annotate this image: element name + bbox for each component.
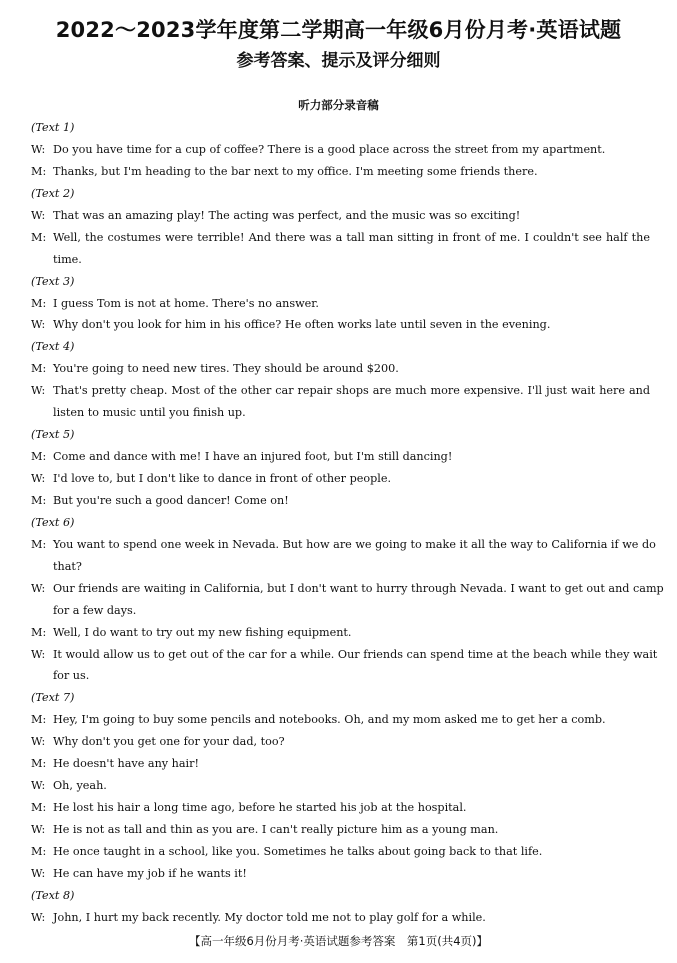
- utterance-text: He is not as tall and thin as you are. I can't really picture him as a young man.: [53, 823, 499, 836]
- text-label-text: (Text 4): [31, 340, 75, 354]
- dialog-line: [31, 578, 664, 600]
- speaker-label: M:: [31, 537, 47, 551]
- speaker-label: M:: [31, 493, 47, 507]
- speaker-label: M:: [31, 296, 47, 310]
- section-title: 听力部分录音稿: [298, 98, 379, 112]
- continuation-line: [31, 600, 651, 622]
- text-label-text: (Text 3): [31, 274, 75, 288]
- utterance-text: for a few days.: [53, 603, 137, 617]
- page-footer: 【高一年级6月份月考·英语试题参考答案 第1页(共4页)】: [188, 934, 489, 948]
- text-label: [31, 336, 651, 358]
- speaker-label: W:: [31, 472, 46, 485]
- speaker-label: W:: [31, 823, 46, 836]
- dialog-line: [31, 775, 651, 797]
- dialog-line: [31, 161, 651, 183]
- utterance-text: He once taught in a school, like you. Sometimes he talks about going back to that life.: [53, 844, 543, 858]
- dialog-line: [31, 358, 651, 380]
- utterance-text: Why don't you look for him in his office? He often works late until seven in the evening.: [53, 318, 551, 332]
- text-label: [31, 424, 651, 446]
- continuation-line: [31, 249, 651, 271]
- utterance-text: That was an amazing play! The acting was perfect, and the music was so exciting!: [53, 208, 521, 222]
- utterance-text: You're going to need new tires. They should be around $200.: [53, 362, 399, 376]
- speaker-label: W:: [31, 208, 46, 222]
- speaker-label: M:: [31, 450, 47, 464]
- continuation-line: [31, 556, 651, 578]
- page-title: 2022～2023学年度第二学期高一年级6月份月考·英语试题: [55, 18, 622, 42]
- dialog-line: [31, 468, 651, 490]
- speaker-label: W:: [31, 735, 46, 749]
- utterance-text: Oh, yeah.: [53, 779, 107, 793]
- dialog-line: [31, 819, 651, 841]
- dialog-line: [31, 227, 651, 249]
- dialog-line: [31, 314, 651, 336]
- utterance-text: That's pretty cheap. Most of the other car repair shops are much more expensive. I'll just wait here and: [53, 384, 650, 398]
- speaker-label: W:: [31, 384, 46, 398]
- text-label: [31, 117, 651, 139]
- speaker-label: M:: [31, 713, 47, 727]
- speaker-label: W:: [31, 779, 46, 793]
- utterance-text: But you're such a good dancer! Come on!: [53, 493, 289, 507]
- dialog-line: [31, 380, 651, 402]
- speaker-label: M:: [31, 625, 47, 639]
- utterance-text: Well, the costumes were terrible! And there was a tall man sitting in front of me. I couldn't see half the: [53, 230, 650, 244]
- dialog-line: [31, 797, 651, 819]
- utterance-text: Our friends are waiting in California, but I don't want to hurry through Nevada. I want to get out and camp: [53, 581, 664, 595]
- text-label-text: (Text 1): [31, 121, 75, 134]
- utterance-text: Why don't you get one for your dad, too?: [53, 735, 285, 749]
- utterance-text: I'd love to, but I don't like to dance in front of other people.: [53, 472, 392, 485]
- transcript: [31, 117, 664, 929]
- dialog-line: [31, 534, 656, 556]
- dialog-line: [31, 863, 651, 885]
- speaker-label: M:: [31, 844, 47, 858]
- dialog-line: [31, 709, 651, 731]
- utterance-text: time.: [53, 252, 82, 266]
- dialog-line: [31, 490, 651, 512]
- text-label-text: (Text 7): [31, 691, 75, 705]
- utterance-text: It would allow us to get out of the car for a while. Our friends can spend time at the beach while they wait: [53, 647, 658, 661]
- speaker-label: W:: [31, 647, 46, 661]
- utterance-text: He can have my job if he wants it!: [53, 866, 247, 880]
- utterance-text: I guess Tom is not at home. There's no answer.: [53, 296, 319, 310]
- text-label: [31, 271, 651, 293]
- text-label: [31, 512, 651, 534]
- text-label: [31, 183, 651, 205]
- utterance-text: Thanks, but I'm heading to the bar next to my office. I'm meeting some friends there.: [53, 164, 538, 178]
- utterance-text: Come and dance with me! I have an injured foot, but I'm still dancing!: [53, 450, 453, 464]
- utterance-text: Hey, I'm going to buy some pencils and notebooks. Oh, and my mom asked me to get her a comb.: [53, 713, 606, 727]
- dialog-line: [31, 139, 651, 161]
- utterance-text: Well, I do want to try out my new fishing equipment.: [53, 625, 352, 639]
- speaker-label: W:: [31, 910, 46, 924]
- utterance-text: You want to spend one week in Nevada. But how are we going to make it all the way to California if we do: [53, 537, 656, 551]
- dialog-line: [31, 205, 651, 227]
- text-label-text: (Text 2): [31, 186, 75, 200]
- continuation-line: [31, 402, 651, 424]
- dialog-line: [31, 841, 651, 863]
- utterance-text: Do you have time for a cup of coffee? There is a good place across the street from my apartment.: [53, 142, 606, 156]
- speaker-label: W:: [31, 142, 46, 156]
- speaker-label: M:: [31, 164, 47, 178]
- continuation-line: [31, 665, 651, 687]
- text-label: [31, 687, 651, 709]
- utterance-text: that?: [53, 559, 82, 573]
- speaker-label: M:: [31, 230, 47, 244]
- utterance-text: for us.: [53, 669, 90, 683]
- dialog-line: [31, 446, 651, 468]
- dialog-line: [31, 907, 651, 929]
- dialog-line: [31, 644, 658, 666]
- text-label-text: (Text 6): [31, 515, 75, 529]
- speaker-label: W:: [31, 318, 46, 332]
- speaker-label: M:: [31, 757, 47, 771]
- utterance-text: listen to music until you finish up.: [53, 406, 246, 420]
- text-label: [31, 885, 651, 907]
- dialog-line: [31, 622, 651, 644]
- utterance-text: He doesn't have any hair!: [53, 757, 199, 771]
- speaker-label: M:: [31, 362, 47, 376]
- text-label-text: (Text 5): [31, 428, 75, 442]
- utterance-text: John, I hurt my back recently. My doctor told me not to play golf for a while.: [53, 910, 486, 924]
- dialog-line: [31, 293, 651, 315]
- speaker-label: W:: [31, 866, 46, 880]
- text-label-text: (Text 8): [31, 888, 75, 902]
- speaker-label: M:: [31, 801, 47, 815]
- dialog-line: [31, 753, 651, 775]
- utterance-text: He lost his hair a long time ago, before he started his job at the hospital.: [53, 801, 467, 815]
- dialog-line: [31, 731, 651, 753]
- speaker-label: W:: [31, 581, 46, 595]
- page-subtitle: 参考答案、提示及评分细则: [236, 51, 441, 71]
